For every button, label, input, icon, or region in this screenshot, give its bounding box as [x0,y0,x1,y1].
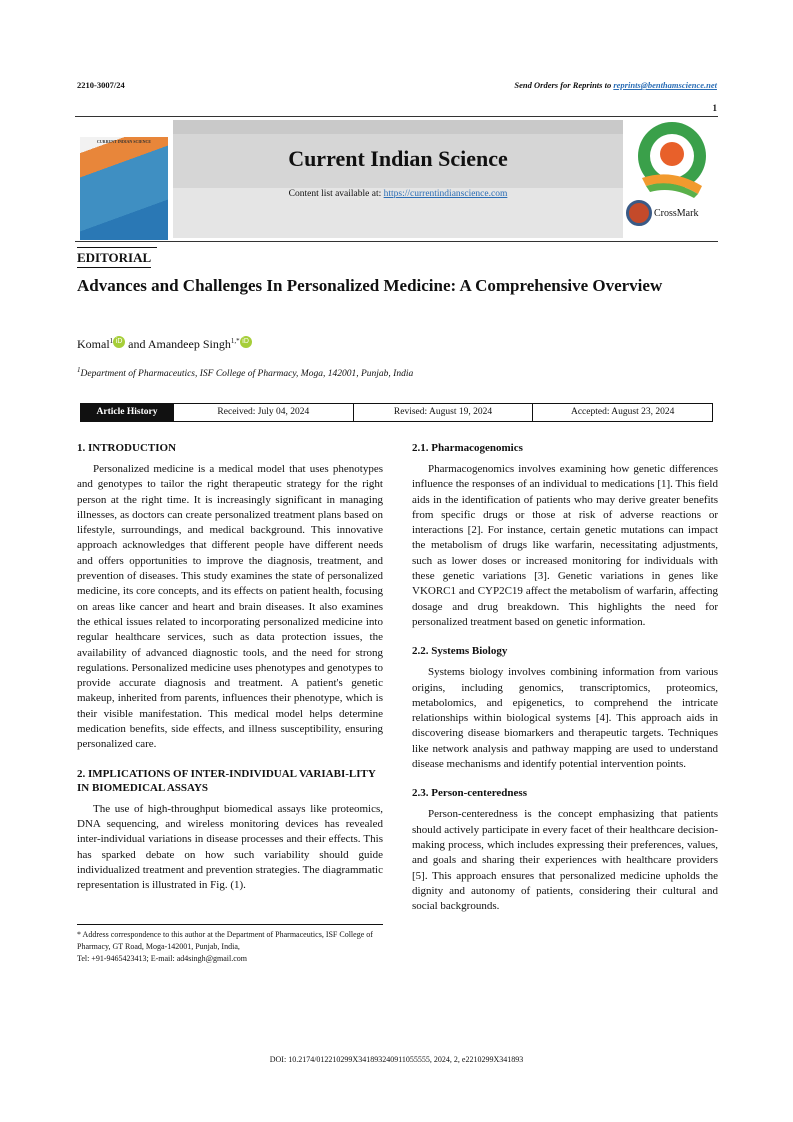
cover-title: CURRENT INDIAN SCIENCE [96,139,152,144]
crossmark-label: CrossMark [654,207,699,219]
left-column [77,441,383,907]
affiliation [77,366,413,379]
author-affiliation-sup: 1,* [230,337,240,345]
page-number: 1 [712,103,717,113]
reprint-email-link[interactable]: reprints@benthamscience.net [613,80,717,90]
author-name: Komal [77,337,110,351]
affiliation-text: Department of Pharmaceutics, ISF College of Pharmacy, Moga, 142001, Punjab, India [80,369,414,380]
revised-date: Revised: August 19, 2024 [353,404,533,421]
journal-cover-image [80,137,168,240]
section-heading: 2.1. Pharmacogenomics [412,442,523,454]
doi: DOI: 10.2174/012210299X341893240911055555, 2024, 2, e2210299X341893 [269,1055,524,1064]
section-heading: 2.3. Person-centeredness [412,787,527,800]
article-type: EDITORIAL [77,250,151,268]
affiliation-sup: 1 [77,366,81,374]
reprint-notice [514,80,717,90]
accepted-date: Accepted: August 23, 2024 [532,404,712,421]
orcid-icon[interactable]: iD [113,336,125,348]
author-affiliation-sup: 1 [109,337,114,345]
journal-title: Current Indian Science [288,146,508,171]
crossmark-icon [626,200,652,226]
content-prefix: Content list available at: [288,189,384,199]
content-list [173,189,623,199]
section-heading: 2. IMPLICATIONS OF INTER-INDIVIDUAL VARIABI-LITY IN BIOMEDICAL ASSAYS [77,767,376,794]
banner-rule [75,241,718,242]
article-history [80,403,713,422]
history-label: Article History [81,404,173,421]
section-paragraph: Personalized medicine is a medical model that uses phenotypes and genotypes to tailor the right therapeutic strategy for the right person at the right time. It is increasingly significant in managing illnesses, as doctors can create personalized treatment plans based on lifestyle, surroundings, and medical background. This innovative approach acknowledges that different people have different needs and offers opportunities to improve the diagnosis, treatment, and prevention of diseases. This study examines the state of personalized medicine, its core concepts, and its effects on patient health, focusing on areas like cancer and heart and brain diseases. It also examines the ethical issues related to incorporating personalized medicine into regular healthcare services, such as data protection issues, the availability of advanced diagnostic tools, and the need for strong regulations. Personalized medicine uses phenotypes and genotypes to provide accurate diagnosis and treatment. A patient's genetic makeup, inherited from parents, influences their phenotype, which is their visible manifestation. This medical model helps determine medication benefits, side effects, and illness susceptibility, ensuring personalized care. [77,463,383,751]
crossmark-button[interactable] [626,200,698,226]
journal-url-link[interactable]: https://currentindianscience.com [383,189,508,199]
section-paragraph: Pharmacogenomics involves examining how genetic differences influence the responses of an individual to medications [1]. This field aids in the identification of patients who may derive greater benefits from specific drugs or those at risk of adverse reactions or interactions [2]. For instance, certain genetic mutations can impact the metabolism of drugs like warfarin, necessitating adjustments, such as lower doses or increased monitoring for individuals with these genetic variations [3]. Genetic variations in genes like VKORC1 and CYP2C19 affect the metabolism of warfarin, affecting dosage and drug breakdown. This highlights the need for personalized treatment based on genetic information. [412,463,718,628]
footnote-address: * Address correspondence to this author at the Department of Pharmaceutics, ISF College of Pharmacy, GT Road, Moga-142001, Punjab, India, [77,930,373,951]
section-heading: 1. INTRODUCTION [77,442,177,454]
received-date: Received: July 04, 2024 [173,404,353,421]
authors [77,336,252,352]
issn: 2210-3007/24 [77,80,125,90]
journal-logo-icon [628,120,716,198]
right-column [412,441,718,928]
header-rule [75,116,718,117]
section-paragraph: The use of high-throughput biomedical assays like proteomics, DNA sequencing, and wireless monitoring devices has revealed inter-individual variations in disease processes and their effects. This has sparked debate on how such variability should guide individualized treatment and prevention strategies. The diagrammatic representation is illustrated in Fig. (1). [77,802,383,892]
footnote-contact: Tel: +91-9465423413; E-mail: ad4singh@gmail.com [77,954,247,963]
article-type-rule [77,247,157,248]
correspondence-footnote [77,924,383,965]
reprint-prefix: Send Orders for Reprints to [514,80,614,90]
section-paragraph: Systems biology involves combining information from various origins, including genomics, transcriptomics, proteomics, metabolomics, and epigenetics, to comprehend the intricate relationships within biological systems [4]. This approach aids in discovering disease biomarkers and therapeutic targets. Techniques like network analysis and pathway mapping are used to understand disease mechanisms and identify potential intervention points. [412,666,718,771]
section-paragraph: Person-centeredness is the concept emphasizing that patients should actively participate in every facet of their healthcare decision-making process, which includes expressing their preferences, values, and goals and sharing their experiences with healthcare providers [5]. This approach ensures that personalized medicine upholds the dignity and autonomy of patients, considering their cultural and social backgrounds. [412,808,718,913]
orcid-icon[interactable]: iD [240,336,252,348]
author-name: and Amandeep Singh [125,337,231,351]
article-title: Advances and Challenges In Personalized Medicine: A Comprehensive Overview [77,276,663,295]
banner-band [173,120,623,134]
section-heading: 2.2. Systems Biology [412,645,508,658]
